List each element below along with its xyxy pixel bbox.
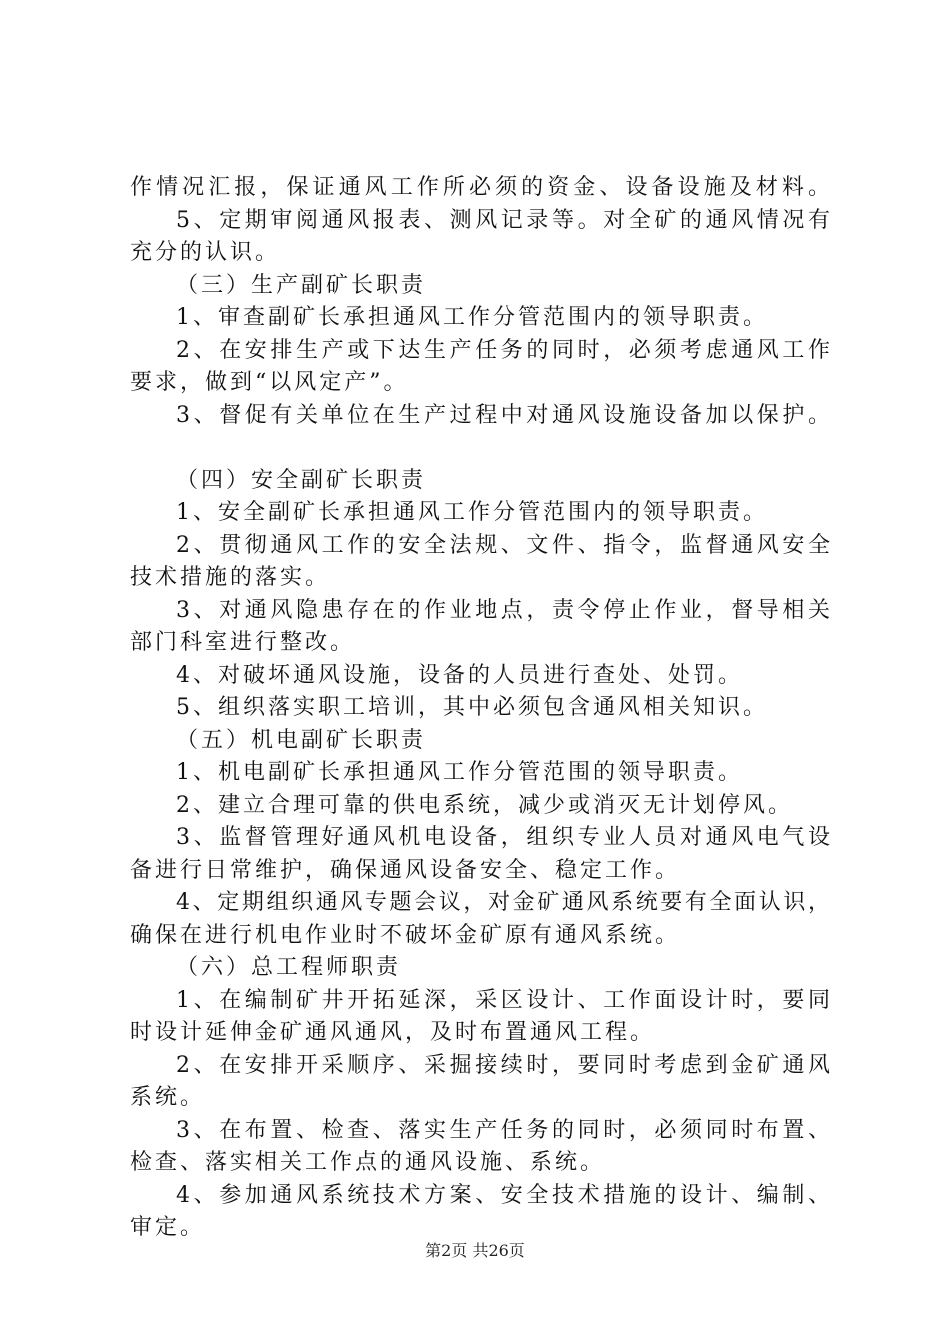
- text-line: 1、审查副矿长承担通风工作分管范围内的领导职责。: [176, 305, 768, 330]
- text-line: 确保在进行机电作业时不破坏金矿原有通风系统。: [130, 922, 681, 948]
- text-line: 部门科室进行整改。: [130, 630, 356, 655]
- text-line: 充分的认识。: [130, 240, 281, 265]
- text-line: 技术措施的落实。: [130, 565, 331, 590]
- text-line: 审定。: [130, 1215, 206, 1240]
- text-line: 4、参加通风系统技术方案、安全技术措施的设计、编制、: [176, 1182, 830, 1208]
- section-heading-3: （三）生产副矿长职责: [176, 272, 427, 298]
- text-line: 1、安全副矿长承担通风工作分管范围内的领导职责。: [176, 500, 768, 525]
- section-heading-5: （五）机电副矿长职责: [176, 727, 427, 753]
- text-line: 3、对通风隐患存在的作业地点，责令停止作业，督导相关: [176, 597, 830, 623]
- text-line: 3、在布置、检查、落实生产任务的同时，必须同时布置、: [176, 1117, 830, 1143]
- text-line: 2、在安排开采顺序、采掘接续时，要同时考虑到金矿通风: [176, 1052, 830, 1078]
- text-line: 要求，做到“以风定产”。: [130, 370, 409, 395]
- text-line: 2、建立合理可靠的供电系统，减少或消灭无计划停风。: [176, 792, 793, 818]
- text-line: 1、在编制矿井开拓延深，采区设计、工作面设计时，要同: [176, 987, 830, 1013]
- text-line: 4、定期组织通风专题会议，对金矿通风系统要有全面认识，: [176, 890, 830, 915]
- document-body: [130, 172, 830, 1245]
- text-line: 3、督促有关单位在生产过程中对通风设施设备加以保护。: [176, 402, 830, 428]
- text-line: 5、定期审阅通风报表、测风记录等。对全矿的通风情况有: [176, 207, 830, 233]
- text-line: 系统。: [130, 1085, 206, 1110]
- blank-line: [130, 432, 830, 465]
- text-line: 2、在安排生产或下达生产任务的同时，必须考虑通风工作: [176, 337, 830, 363]
- text-line: 时设计延伸金矿通风通风，及时布置通风工程。: [130, 1020, 656, 1045]
- text-line: 3、监督管理好通风机电设备，组织专业人员对通风电气设: [176, 825, 830, 850]
- page-number-footer: 第2页 共26页: [425, 1241, 525, 1260]
- text-line: 检查、落实相关工作点的通风设施、系统。: [130, 1150, 606, 1175]
- text-line: 备进行日常维护，确保通风设备安全、稳定工作。: [130, 857, 681, 883]
- text-line: 5、组织落实职工培训，其中必须包含通风相关知识。: [176, 695, 768, 720]
- text-line: 4、对破坏通风设施，设备的人员进行查处、处罚。: [176, 662, 743, 688]
- text-line: 作情况汇报，保证通风工作所必须的资金、设备设施及材料。: [130, 175, 830, 200]
- section-heading-6: （六）总工程师职责: [176, 955, 402, 980]
- text-line: 1、机电副矿长承担通风工作分管范围的领导职责。: [176, 760, 743, 785]
- section-heading-4: （四）安全副矿长职责: [176, 467, 427, 493]
- text-line: 2、贯彻通风工作的安全法规、文件、指令，监督通风安全: [176, 532, 830, 558]
